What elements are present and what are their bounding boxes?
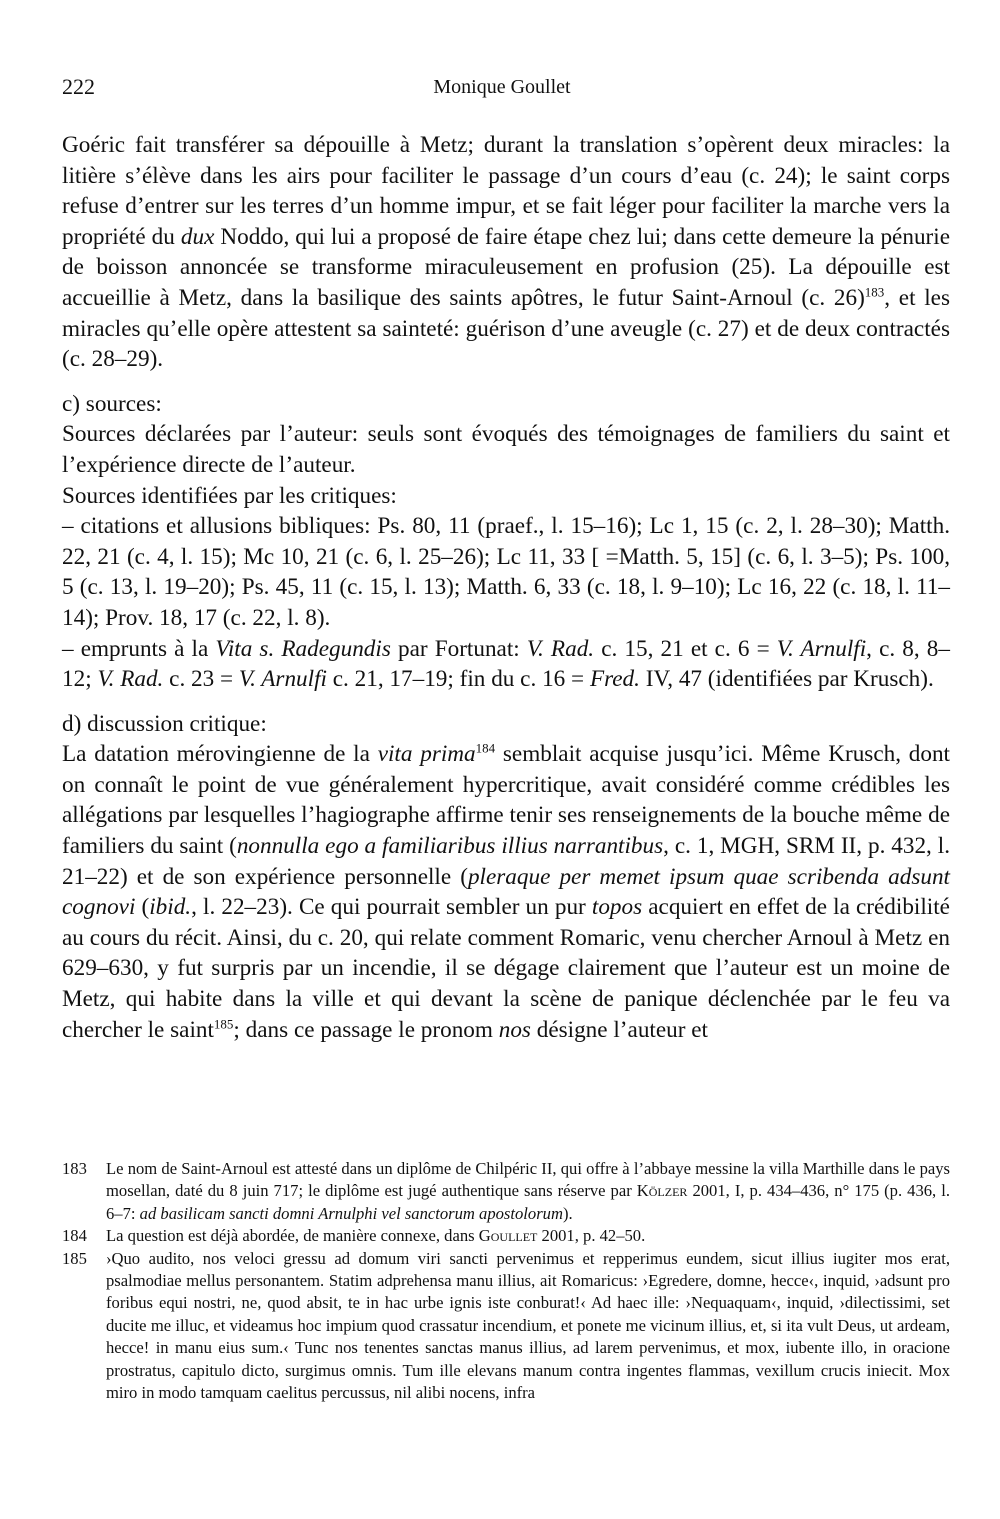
footnote-185 [62,1248,950,1405]
page-header [62,70,942,104]
main-text [62,130,950,1045]
footnotes [62,1158,950,1404]
footnote-number: 183 [62,1159,87,1178]
footnote-184 [62,1225,950,1247]
paragraph-translation: Goéric fait transférer sa dépouille à Metz; durant la translation s’opèrent deux miracles: la litière s’élève dans les airs pour faciliter le passage d’un cours d’eau (c. 24); le saint corps refuse d’entrer sur les terres d’un homme impur, et se fait léger pour faciliter la marche vers la propriété du dux Noddo, qui lui a proposé de faire étape chez lui; dans cette demeure la pénurie de boisson annoncée se transforme miraculeusement en profusion (25). La dépouille est accueillie à Metz, dans la basilique des saints apôtres, le futur Saint-Arnoul (c. 26)$^{183}$, et les miracles qu’elle opère attestent sa sainteté: guérison d’une aveugle (c. 27) et de deux contractés (c. 28–29). [62,132,950,373]
footnote-ref-183[interactable]: 183 [864,284,885,300]
footnote-text: Le nom de Saint-Arnoul est attesté dans un diplôme de Chilpéric II, qui offre à l’abbaye messine la villa Marthille dans le pays mosellan, daté du 8 juin 717; le diplôme est jugé authentique sans réserve par Kölzer 2001, I, p. 434–436, n° 175 (p. 436, l. 6–7: ad basilicam sancti domni Arnulphi vel sanctorum apostolorum). [106,1159,950,1223]
running-head: Monique Goullet [433,76,571,98]
paragraph-discussion: La datation mérovingienne de la vita prima$^{184}$ semblait acquise jusqu’ici. Même Krusch, dont on connaît le point de vue généralement hypercritique, avait considéré comme crédibles les allégations par lesquelles l’hagiographe affirme tenir ses renseignements de la bouche même de familiers du saint (nonnulla ego a familiaribus illius narrantibus, c. 1, MGH, SRM II, p. 432, l. 21–22) et de son expérience personnelle (pleraque per memet ipsum quae scribenda adsunt cognovi (ibid., l. 22–23). Ce qui pourrait sembler un pur topos acquiert en effet de la crédibilité au cours du récit. Ainsi, du c. 20, qui relate comment Romaric, venu chercher Arnoul à Metz en 629–630, y fut surpris par un incendie, il se dégage clairement que l’auteur est un moine de Metz, qui habite dans la ville et qui devant la scène de panique déclenchée par le feu va chercher le saint$^{185}$; dans ce passage le pronom nos désigne l’auteur et [62,740,950,1043]
footnote-number: 185 [62,1248,87,1268]
footnote-ref-185[interactable]: 185 [213,1015,234,1031]
footnote-text: La question est déjà abordée, de manière connexe, dans Goullet 2001, p. 42–50. [106,1226,646,1246]
sources-identified-heading: Sources identifiées par les critiques: [62,482,397,509]
sources-biblical: – citations et allusions bibliques: Ps. 80, 11 (praef., l. 15–16); Lc 1, 15 (c. 2, l. 28–30); Matth. 22, 21 (c. 4, l. 15); Mc 10, 21 (c. 6, l. 25–26); Lc 11, 33 [ =Matth. 5, 15] (c. 6, l. 3–5); Ps. 100, 5 (c. 13, l. 19–20); Ps. 45, 11 (c. 15, l. 13); Matth. 6, 33 (c. 18, l. 9–10); Lc 16, 22 (c. 18, l. 11–14); Prov. 18, 17 (c. 22, l. 8). [62,513,950,631]
sources-declared: Sources déclarées par l’auteur: seuls sont évoqués des témoignages de familiers du saint et l’expérience directe de l’auteur. [62,421,950,478]
section-heading-discussion: d) discussion critique: [62,710,267,737]
sources-borrowings: – emprunts à la Vita s. Radegundis par Fortunat: V. Rad. c. 15, 21 et c. 6 = V. Arnulfi, c. 8, 8–12; V. Rad. c. 23 = V. Arnulfi c. 21, 17–19; fin du c. 16 = Fred. IV, 47 (identifiées par Krusch). [62,635,950,693]
section-heading-sources: c) sources: [62,390,162,417]
footnote-ref-184[interactable]: 184 [475,740,496,756]
footnote-183 [62,1158,950,1225]
page-number: 222 [62,74,95,99]
footnote-text: ›Quo audito, nos veloci gressu ad domum viri sancti pervenimus et repperimus eundem, sicut illius iugiter mos erat, psalmodiae mellus personantem. Statim adprehensa manu illius, ait Romaricus: ›Egredere, domne, hecce‹, inquid, ›adsunt pro foribus equi nostri, ne, quod absit, te in hac urbe ignis iste conburat!‹ Ad haec ille: ›Nequaquam‹, inquid, ›dilectissimi, set ducite me illuc, et videamus hoc impium quod crassatur incendium, et ponete me vicinum illius, et, si ita vult Deus, ut ardeam, hecce! in manu eius sum.‹ Tunc nos tenentes sanctas manus illius, ad larem pervenimus, et mox, iubente illo, in oracione prostratus, capitulo dicto, surgimus omnis. Tum ille elevans manum contra ingentes flammas, vexillum crucis iniecit. Mox miro in modo tamquam caelitus percussus, nil alibi nocens, infra [106,1248,950,1403]
footnote-number: 184 [62,1226,87,1246]
